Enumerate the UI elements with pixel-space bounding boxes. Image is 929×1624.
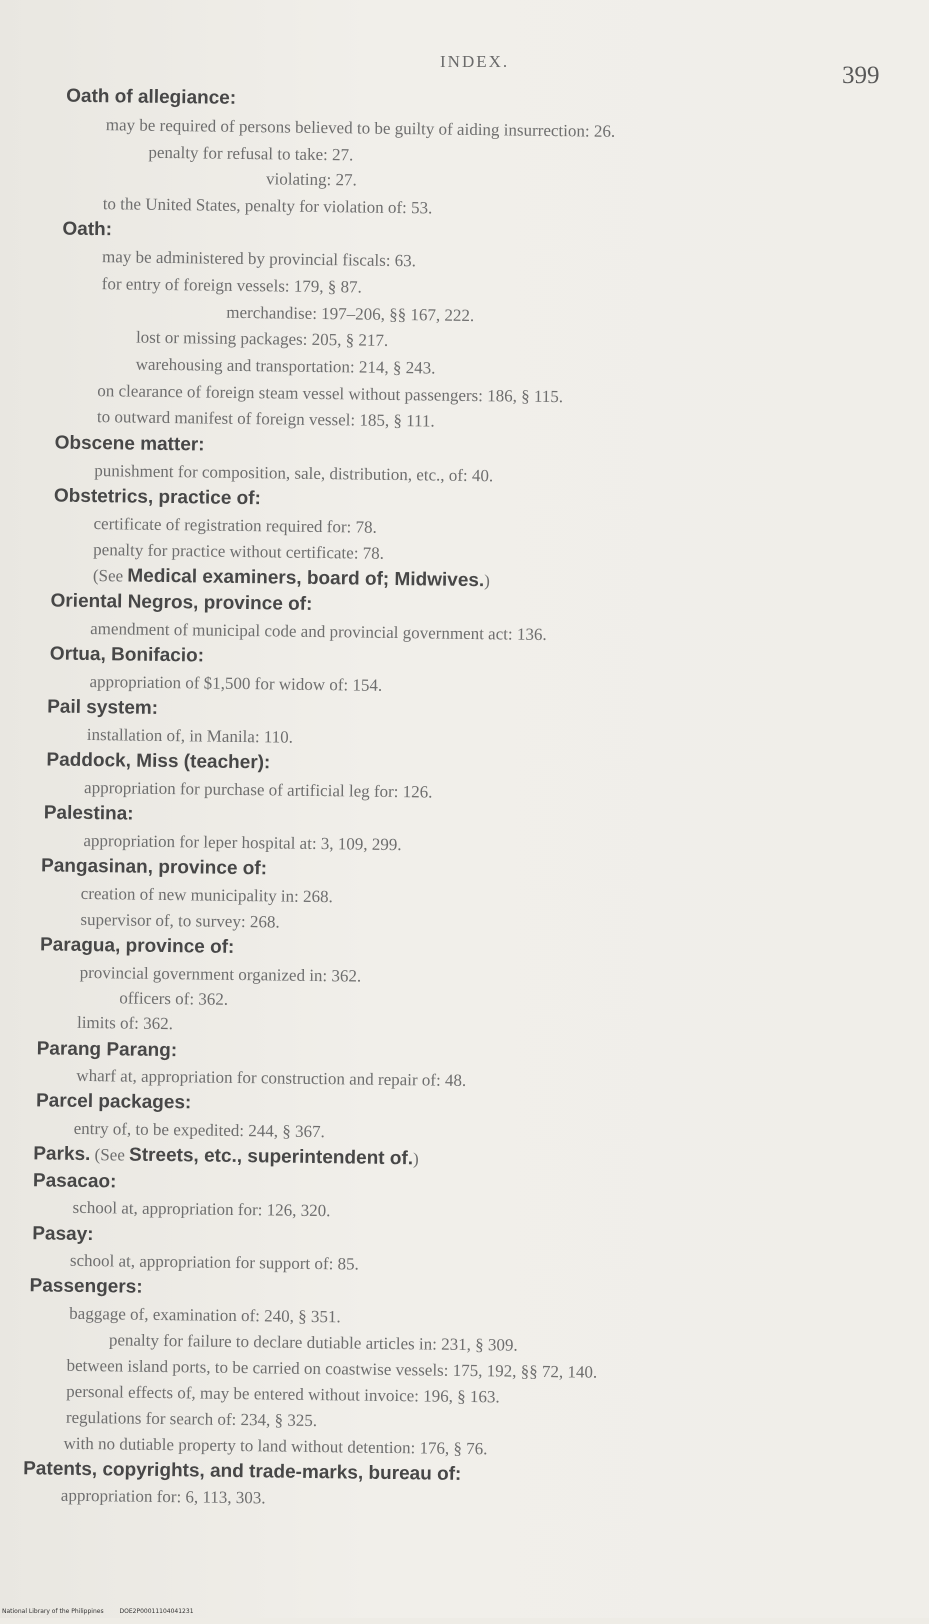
cross-reference: Medical examiners, board of; Midwives. [127, 565, 485, 592]
footer-library: National Library of the Philippines [2, 1608, 104, 1615]
index-heading-inline: Parks. [33, 1143, 91, 1166]
index-subentry: punishment for composition, sale, distribution, etc., of: 40. [94, 461, 494, 486]
index-subentry: lost or missing packages: 205, § 217. [135, 327, 389, 350]
index-subentry: supervisor of, to survey: 268. [80, 909, 280, 932]
see-prefix: (See [92, 566, 128, 586]
cross-reference: Streets, etc., superintendent of. [128, 1144, 414, 1170]
index-subentry: to outward manifest of foreign vessel: 185, § 111. [96, 407, 435, 431]
index-heading: Pasacao: [32, 1170, 117, 1193]
index-subentry: installation of, in Manila: 110. [86, 724, 294, 747]
index-subentry: provincial government organized in: 362. [79, 962, 362, 986]
index-heading: Oriental Negros, province of: [50, 590, 313, 615]
index-heading: Oath: [62, 218, 113, 241]
index-subentry: may be required of persons believed to be guilty of aiding insurrection: 26. [105, 115, 616, 141]
index-subentry: officers of: 362. [119, 988, 229, 1009]
index-heading: Passengers: [29, 1275, 143, 1298]
index-subentry: appropriation of $1,500 for widow of: 154. [89, 672, 383, 695]
page-number: 399 [842, 62, 880, 89]
index-subentry: may be administered by provincial fiscals: 63. [101, 247, 417, 271]
see-prefix: (See [90, 1145, 130, 1165]
index-subentry: merchandise: 197–206, §§ 167, 222. [226, 302, 475, 326]
index-subentry: creation of new municipality in: 268. [80, 883, 333, 907]
index-heading: Paddock, Miss (teacher): [46, 749, 271, 774]
index-subentry: penalty for refusal to take: 27. [148, 142, 354, 165]
index-heading: Pasay: [32, 1223, 94, 1246]
index-subentry: violating: 27. [265, 169, 357, 190]
footer-code: DOE2P00011104041231 [119, 1608, 194, 1615]
index-subentry: wharf at, appropriation for construction and repair of: 48. [76, 1065, 467, 1090]
index-subentry: school at, appropriation for support of: 85. [69, 1250, 359, 1274]
index-heading: Ortua, Bonifacio: [49, 643, 205, 667]
see-suffix: ) [484, 571, 491, 591]
index-heading: Patents, copyrights, and trade-marks, bureau of: [23, 1458, 462, 1485]
index-subentry: with no dutiable property to land without detention: 176, § 76. [63, 1433, 488, 1459]
index-heading: Parcel packages: [35, 1090, 192, 1114]
index-subentry: baggage of, examination of: 240, § 351. [69, 1303, 341, 1327]
index-subentry [93, 566, 490, 591]
index-heading: Obscene matter: [54, 432, 205, 456]
index-subentry: regulations for search of: 234, § 325. [65, 1407, 318, 1431]
index-heading: Palestina: [43, 802, 134, 825]
index-heading: Paragua, province of: [39, 934, 235, 958]
index-heading: Pail system: [47, 696, 159, 719]
index-subentry: personal effects of, may be entered without invoice: 196, § 163. [66, 1381, 500, 1407]
index-subentry: penalty for practice without certificate: 78. [93, 540, 385, 563]
index-heading: Pangasinan, province of: [40, 855, 268, 880]
index-subentry: appropriation for: 6, 113, 303. [60, 1485, 266, 1508]
index-subentry: limits of: 362. [76, 1012, 174, 1034]
see-suffix: ) [412, 1149, 419, 1169]
index-heading: Oath of allegiance: [66, 85, 237, 109]
index-subentry: certificate of registration required for: 78. [93, 514, 377, 537]
index-heading: Obstetrics, practice of: [53, 485, 262, 510]
index-subentry: for entry of foreign vessels: 179, § 87. [101, 274, 362, 297]
index-subentry: entry of, to be expedited: 244, § 367. [73, 1118, 325, 1142]
scan-footer [2, 1608, 208, 1615]
index-subentry [33, 1144, 419, 1169]
index-subentry: appropriation for leper hospital at: 3, 109, 299. [83, 830, 402, 855]
running-head: INDEX. [440, 52, 510, 71]
index-subentry: penalty for failure to declare dutiable articles in: 231, § 309. [108, 1330, 518, 1355]
index-subentry: warehousing and transportation: 214, § 243. [135, 354, 436, 378]
index-subentry: to the United States, penalty for violation of: 53. [102, 194, 433, 218]
index-subentry: amendment of municipal code and provincial government act: 136. [90, 619, 547, 644]
index-subentry: appropriation for purchase of artificial leg for: 126. [84, 777, 433, 802]
index-subentry: school at, appropriation for: 126, 320. [72, 1197, 331, 1221]
index-subentry: between island ports, to be carried on coastwise vessels: 175, 192, §§ 72, 140. [66, 1355, 598, 1382]
index-subentry: on clearance of foreign steam vessel without passengers: 186, § 115. [97, 381, 564, 407]
index-heading: Parang Parang: [36, 1038, 178, 1062]
